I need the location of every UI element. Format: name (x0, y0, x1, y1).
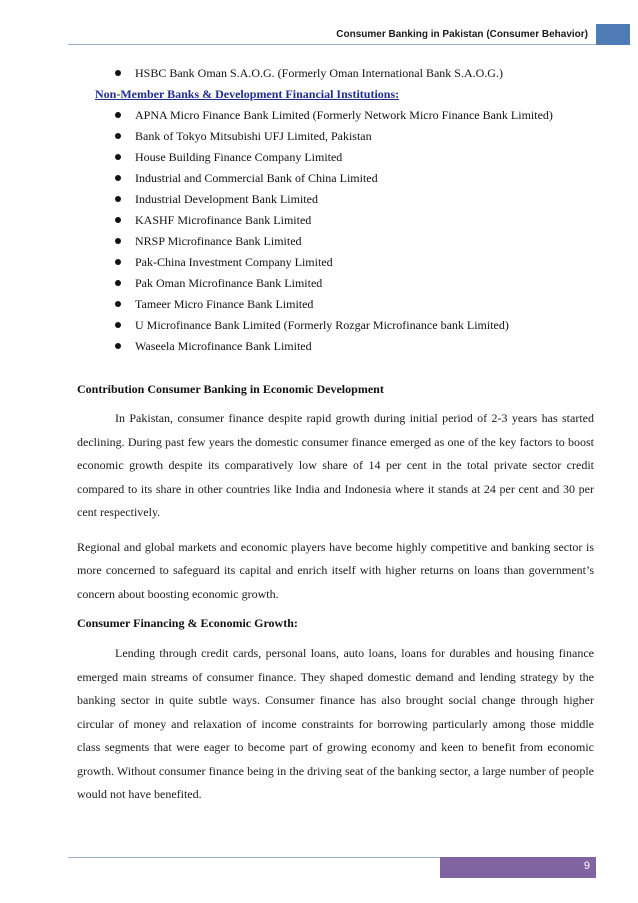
bullet-icon (115, 343, 121, 349)
bullet-icon (115, 301, 121, 307)
bullet-icon (115, 154, 121, 160)
bullet-icon (115, 175, 121, 181)
list-item: Tameer Micro Finance Bank Limited (77, 297, 594, 311)
non-member-bank-list (77, 108, 594, 353)
paragraph: In Pakistan, consumer finance despite rapid growth during initial period of 2-3 years has started declining. During past few years the domestic consumer finance emerged as one of the key factors to boost economic growth despite its comparatively low share of 14 per cent in the total private sector credit compared to its share in other countries like India and Indonesia where it stands at 24 per cent and 30 per cent respectively. (77, 411, 594, 519)
page-content (77, 66, 594, 807)
header-accent-tab (596, 24, 630, 45)
bullet-icon (115, 217, 121, 223)
list-item: HSBC Bank Oman S.A.O.G. (Formerly Oman International Bank S.A.O.G.) (77, 66, 594, 80)
paragraph: Regional and global markets and economic players have become highly competitive and banking sector is more concerned to safeguard its capital and enrich itself with higher returns on loans than government’s concern about boosting economic growth. (77, 539, 594, 601)
page-header (0, 24, 638, 46)
list-item: House Building Finance Company Limited (77, 150, 594, 164)
bullet-icon (115, 196, 121, 202)
bullet-icon (115, 238, 121, 244)
list-item: Pak-China Investment Company Limited (77, 255, 594, 269)
paragraph: Lending through credit cards, personal loans, auto loans, loans for durables and housing finance emerged main streams of consumer finance. They shaped domestic demand and lending strategy by the banking sector in quite subtle ways. Consumer finance has also brought social change through higher circular of money and relaxation of income constraints for borrowing particularly among those middle class segments that were eager to become part of growing economy and keen to benefit from economic growth. Without consumer finance being in the driving seat of the banking sector, a large number of people would not have benefited. (77, 646, 594, 801)
list-item: Waseela Microfinance Bank Limited (77, 339, 594, 353)
bullet-icon (115, 280, 121, 286)
list-item: U Microfinance Bank Limited (Formerly Rozgar Microfinance bank Limited) (77, 318, 594, 332)
bullet-icon (115, 70, 121, 76)
list-item: KASHF Microfinance Bank Limited (77, 213, 594, 227)
page-number: 9 (583, 860, 590, 872)
list-item: Pak Oman Microfinance Bank Limited (77, 276, 594, 290)
bank-list-top (77, 66, 594, 80)
section-heading-financing: Consumer Financing & Economic Growth: (77, 616, 298, 630)
list-item: Industrial Development Bank Limited (77, 192, 594, 206)
bullet-icon (115, 259, 121, 265)
list-item: Industrial and Commercial Bank of China Limited (77, 171, 594, 185)
footer-page-box (440, 857, 596, 878)
header-title: Consumer Banking in Pakistan (Consumer Behavior) (336, 29, 588, 40)
header-rule (68, 44, 596, 45)
list-item: NRSP Microfinance Bank Limited (77, 234, 594, 248)
bullet-icon (115, 112, 121, 118)
bullet-icon (115, 133, 121, 139)
list-item: APNA Micro Finance Bank Limited (Formerly Network Micro Finance Bank Limited) (77, 108, 594, 122)
list-item: Bank of Tokyo Mitsubishi UFJ Limited, Pakistan (77, 129, 594, 143)
section-heading-contribution: Contribution Consumer Banking in Economic Development (77, 382, 384, 396)
bullet-icon (115, 322, 121, 328)
non-member-heading: Non-Member Banks & Development Financial Institutions: (95, 87, 400, 101)
